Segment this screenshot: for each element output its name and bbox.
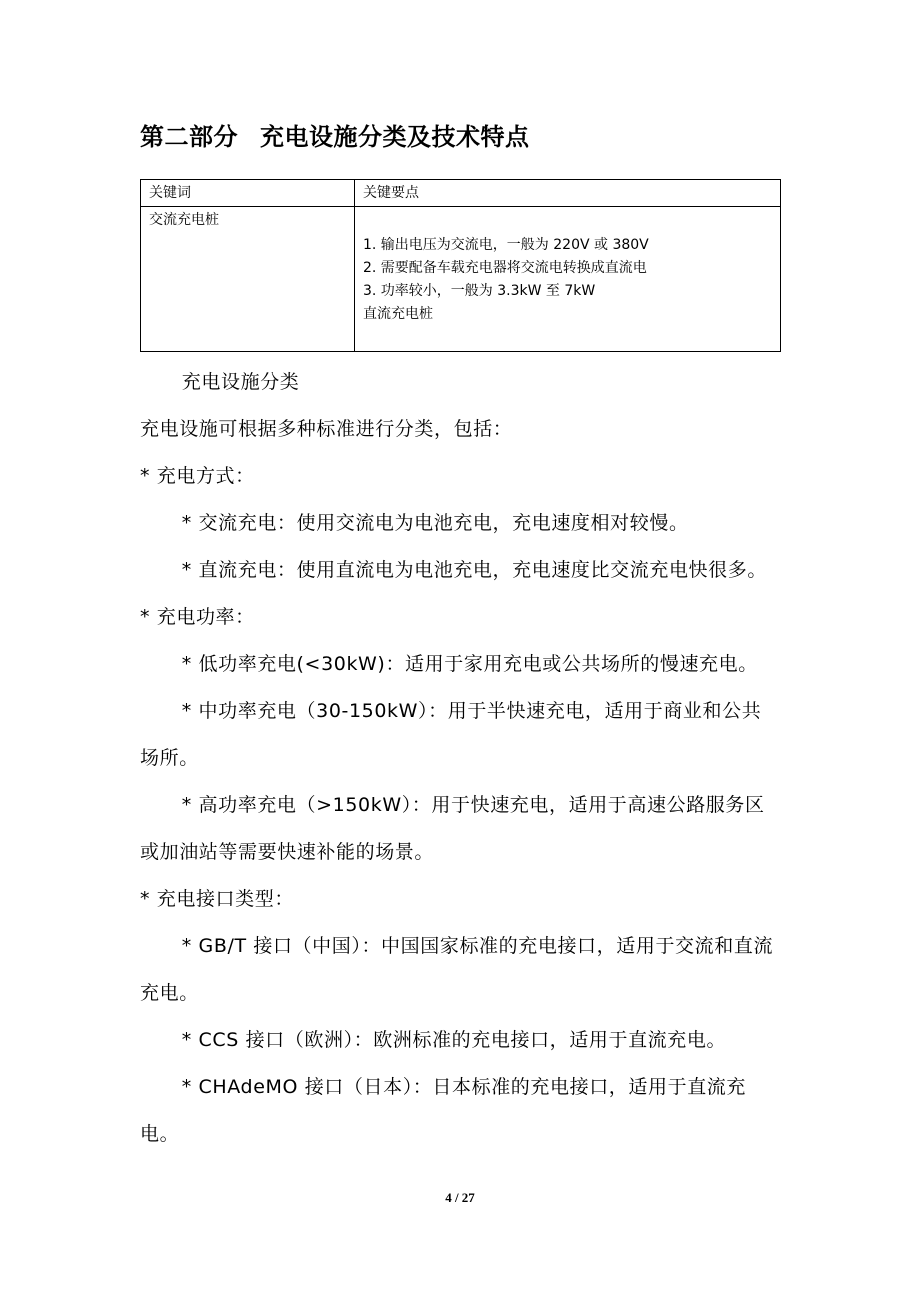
page-number: 4 / 27 [445,1190,475,1205]
cell-keyword: 交流充电桩 [141,207,355,352]
key-point-2: 2. 需要配备车载充电器将交流电转换成直流电 [363,260,647,276]
intro-paragraph: 充电设施可根据多种标准进行分类，包括： [140,418,513,440]
method-ac: * 交流充电：使用交流电为电池充电，充电速度相对较慢。 [181,512,689,534]
body-text [140,359,780,1158]
power-label: * 充电功率： [140,606,255,628]
title-part: 第二部分 [140,122,238,151]
key-point-3: 3. 功率较小，一般为 3.3kW 至 7kW [363,283,596,299]
cell-key-points [355,207,781,352]
power-mid: * 中功率充电（30-150kW）：用于半快速充电，适用于商业和公共场所。 [140,700,762,769]
power-low: * 低功率充电(<30kW)：适用于家用充电或公共场所的慢速充电。 [181,653,758,675]
key-point-4: 直流充电桩 [363,306,433,322]
table-header-row [141,180,781,207]
title-topic: 充电设施分类及技术特点 [260,122,530,151]
header-key-points: 关键要点 [355,180,781,207]
page-title [140,117,530,152]
method-dc: * 直流充电：使用直流电为电池充电，充电速度比交流充电快很多。 [181,559,767,581]
key-point-1: 1. 输出电压为交流电，一般为 220V 或 380V [363,237,649,253]
interface-chademo: * CHAdeMO 接口（日本）：日本标准的充电接口，适用于直流充电。 [140,1076,746,1145]
interface-label: * 充电接口类型： [140,888,294,910]
interface-ccs: * CCS 接口（欧洲）：欧洲标准的充电接口，适用于直流充电。 [181,1029,727,1051]
section-heading: 充电设施分类 [181,371,300,393]
keyword-table [140,179,781,352]
interface-gbt: * GB/T 接口（中国）：中国国家标准的充电接口，适用于交流和直流充电。 [140,935,774,1004]
power-high: * 高功率充电（>150kW）：用于快速充电，适用于高速公路服务区或加油站等需要快速补能的场景。 [140,794,765,863]
table-row [141,207,781,352]
method-label: * 充电方式： [140,465,255,487]
header-keyword: 关键词 [141,180,355,207]
